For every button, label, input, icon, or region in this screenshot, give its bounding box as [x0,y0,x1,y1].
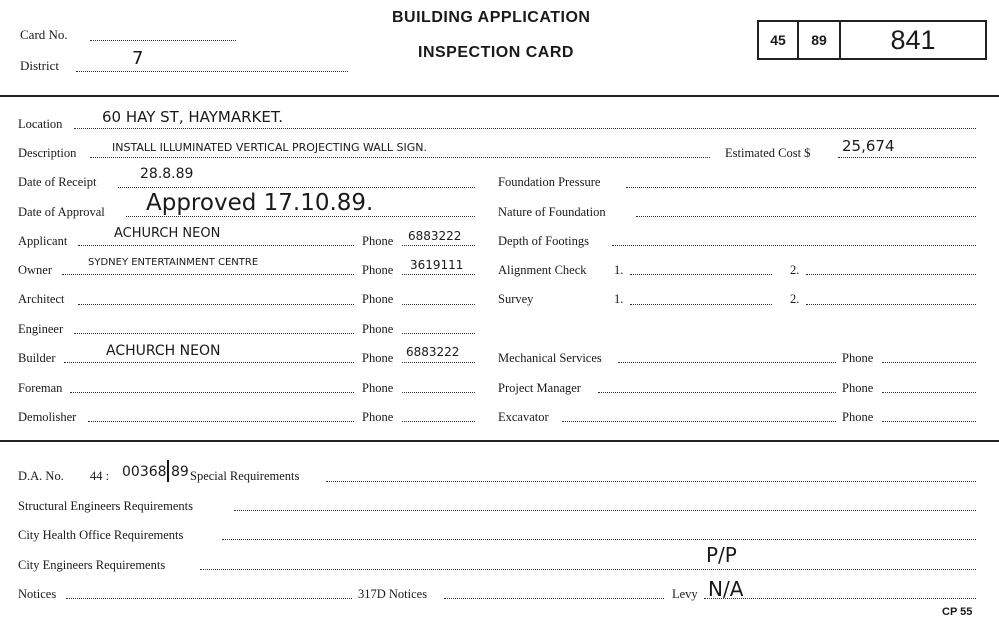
description-field[interactable] [90,157,710,158]
special-req-label: Special Requirements [190,469,300,483]
health-req-label: City Health Office Requirements [18,528,184,542]
body-divider [0,440,999,442]
card-no-field[interactable] [90,40,236,41]
structural-req-label: Structural Engineers Requirements [18,499,193,513]
foreman-phone-label: Phone [362,381,394,395]
form-code: CP 55 [942,606,973,618]
city-eng-req-field[interactable] [200,569,976,570]
da-year: 89 [171,464,189,480]
foundation-pressure-label: Foundation Pressure [498,175,601,189]
mechanical-field[interactable] [618,362,836,363]
applicant-field[interactable] [78,245,354,246]
alignment-1-field[interactable] [630,274,772,275]
architect-phone-field[interactable] [402,304,475,305]
nature-foundation-field[interactable] [636,216,976,217]
approval-field[interactable] [126,216,475,217]
excavator-phone-label: Phone [842,410,874,424]
depth-footings-label: Depth of Footings [498,234,589,248]
card-number-box [757,20,987,60]
project-manager-phone-field[interactable] [882,392,976,393]
survey-2-label: 2. [790,292,800,306]
demolisher-phone-field[interactable] [402,421,475,422]
architect-field[interactable] [78,304,354,305]
estimated-cost-value: 25,674 [842,137,895,155]
project-manager-phone-label: Phone [842,381,874,395]
district-label: District [20,58,59,73]
notices-317-label: 317D Notices [358,587,428,601]
alignment-1-label: 1. [614,263,624,277]
location-field[interactable] [74,128,976,129]
district-value: 7 [132,48,144,69]
alignment-2-label: 2. [790,263,800,277]
receipt-label: Date of Receipt [18,175,97,189]
box-cell-number: 841 [890,24,936,55]
mechanical-phone-field[interactable] [882,362,976,363]
engineer-phone-label: Phone [362,322,394,336]
architect-phone-label: Phone [362,292,394,306]
card-no-label: Card No. [20,27,68,42]
header-divider [0,95,999,97]
engineer-phone-field[interactable] [402,333,475,334]
notices-label: Notices [18,587,57,601]
levy-field[interactable] [704,598,976,599]
survey-1-label: 1. [614,292,624,306]
levy-value: N/A [708,577,744,601]
notices-317-field[interactable] [444,598,664,599]
box-cell-a: 45 [759,22,799,58]
notices-field[interactable] [66,598,352,599]
mechanical-label: Mechanical Services [498,351,602,365]
excavator-label: Excavator [498,410,549,424]
owner-label: Owner [18,263,53,277]
box-cell-b: 89 [799,22,841,58]
page-title-line1: BUILDING APPLICATION [392,9,591,26]
demolisher-phone-label: Phone [362,410,394,424]
applicant-value: ACHURCH NEON [114,226,221,241]
builder-label: Builder [18,351,56,365]
architect-label: Architect [18,292,65,306]
city-eng-req-label: City Engineers Requirements [18,558,166,572]
depth-footings-field[interactable] [612,245,976,246]
demolisher-label: Demolisher [18,410,77,424]
foreman-phone-field[interactable] [402,392,475,393]
builder-field[interactable] [64,362,354,363]
estimated-cost-label: Estimated Cost $ [725,146,811,160]
engineer-field[interactable] [74,333,354,334]
builder-phone-field[interactable] [402,362,475,363]
approval-label: Date of Approval [18,205,105,219]
applicant-phone-label: Phone [362,234,394,248]
demolisher-field[interactable] [88,421,354,422]
project-manager-field[interactable] [598,392,836,393]
health-req-field[interactable] [222,539,976,540]
alignment-2-field[interactable] [806,274,976,275]
applicant-phone-field[interactable] [402,245,475,246]
da-label: D.A. No. [18,469,64,483]
page-title-line2: INSPECTION CARD [418,44,574,61]
owner-phone-field[interactable] [402,274,475,275]
approval-value: Approved 17.10.89. [146,190,374,216]
receipt-field[interactable] [118,187,475,188]
da-prefix: 44 : [90,469,110,483]
nature-foundation-label: Nature of Foundation [498,205,606,219]
description-value: INSTALL ILLUMINATED VERTICAL PROJECTING WALL SIGN. [112,141,428,154]
foreman-field[interactable] [70,392,354,393]
owner-value: SYDNEY ENTERTAINMENT CENTRE [88,257,259,268]
owner-phone-label: Phone [362,263,394,277]
location-label: Location [18,117,63,131]
receipt-value: 28.8.89 [140,166,194,182]
da-value: 00368 [122,464,167,480]
description-label: Description [18,146,77,160]
survey-label: Survey [498,292,534,306]
city-eng-req-value: P/P [706,543,737,567]
foreman-label: Foreman [18,381,63,395]
district-field[interactable] [76,71,348,72]
location-value: 60 HAY ST, HAYMARKET. [102,108,284,126]
owner-field[interactable] [62,274,354,275]
da-separator [167,460,169,482]
applicant-phone-value: 6883222 [408,229,462,243]
builder-value: ACHURCH NEON [106,343,221,359]
owner-phone-value: 3619111 [410,258,464,272]
excavator-field[interactable] [562,421,836,422]
levy-label: Levy [672,587,698,601]
survey-1-field[interactable] [630,304,772,305]
alignment-label: Alignment Check [498,263,587,277]
builder-phone-value: 6883222 [406,345,460,359]
estimated-cost-field[interactable] [838,157,976,158]
special-req-field[interactable] [326,481,976,482]
engineer-label: Engineer [18,322,64,336]
structural-req-field[interactable] [234,510,976,511]
survey-2-field[interactable] [806,304,976,305]
project-manager-label: Project Manager [498,381,581,395]
builder-phone-label: Phone [362,351,394,365]
excavator-phone-field[interactable] [882,421,976,422]
applicant-label: Applicant [18,234,68,248]
foundation-pressure-field[interactable] [626,187,976,188]
mechanical-phone-label: Phone [842,351,874,365]
